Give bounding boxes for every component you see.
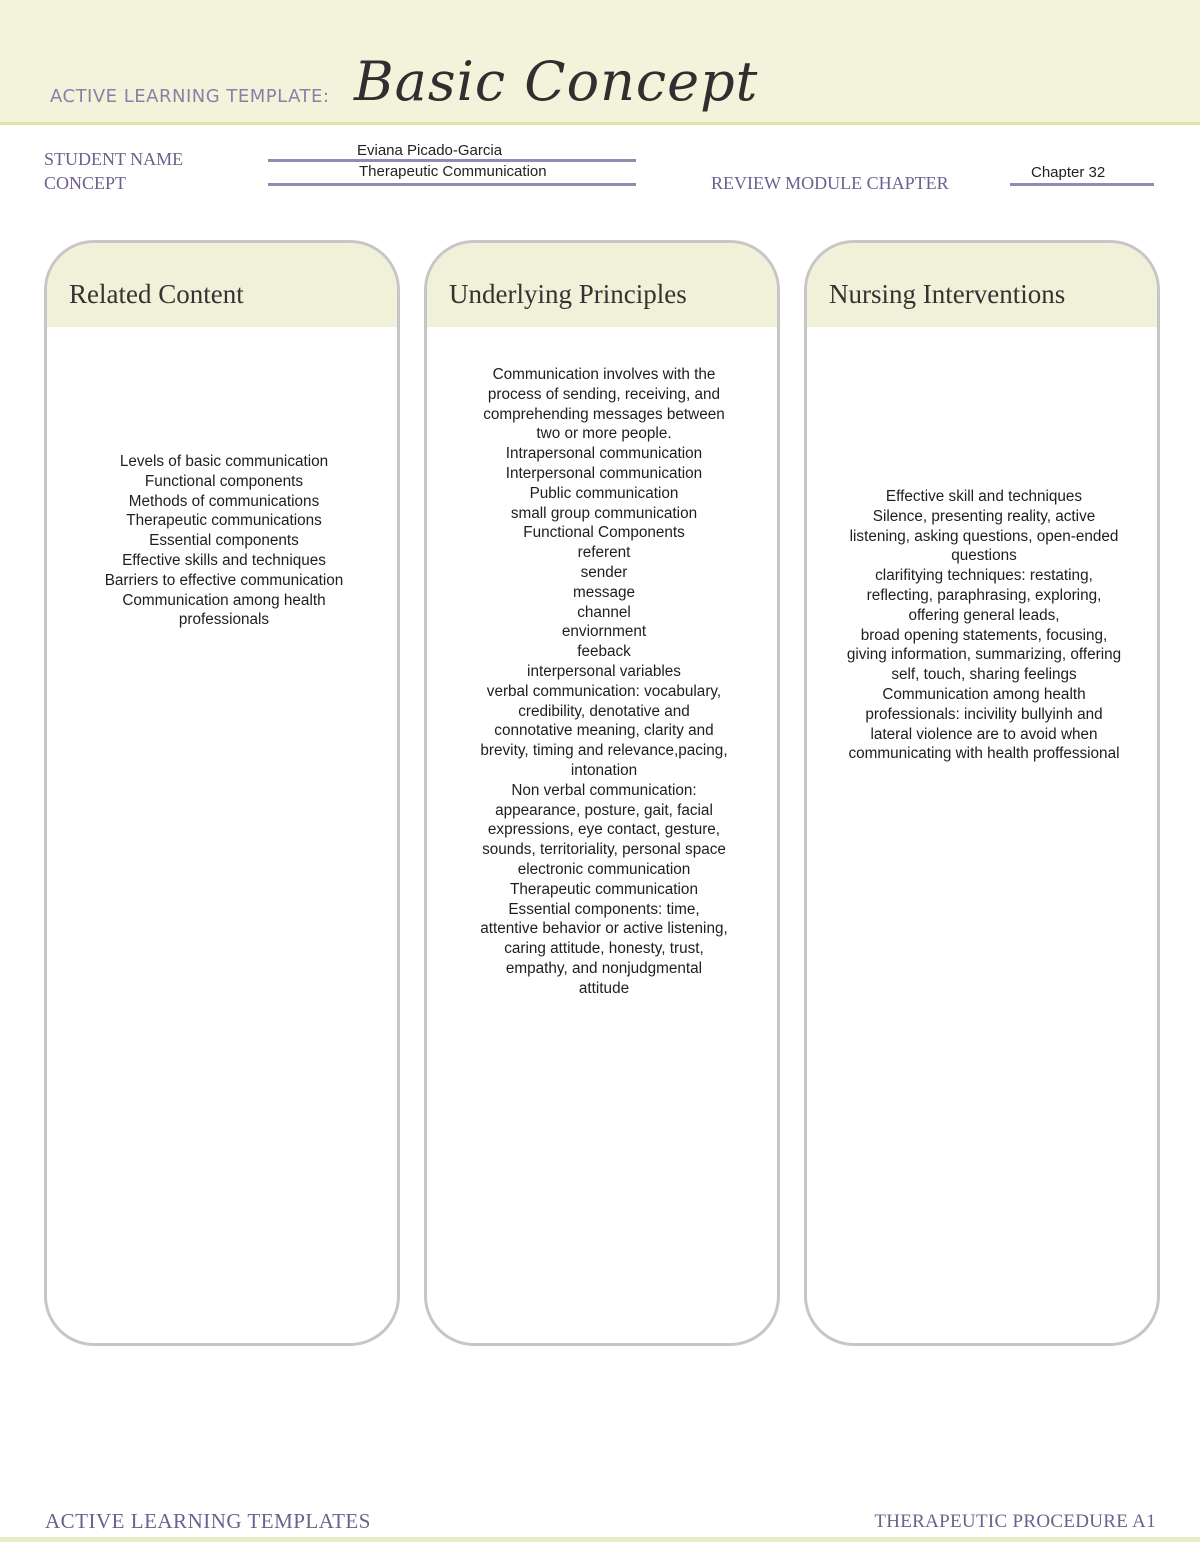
- template-title: Basic Concept: [354, 50, 759, 113]
- student-name-label: STUDENT NAME: [44, 149, 184, 169]
- review-module-field[interactable]: Chapter 32: [1031, 164, 1106, 181]
- nursing-interventions-text[interactable]: Effective skill and techniques Silence, presenting reality, active listening, asking questions, open-ended questions clarifitying techniques: restating, reflecting, paraphrasing, exploring, offering general leads, broad opening statements, focusing, giving information, summarizing, offering self, touch, sharing feelings Communication among health professionals: incivility bullyinh and lateral violence are to avoid when communicating with health proffessional: [846, 488, 1122, 763]
- footer-divider: [0, 1537, 1200, 1542]
- card-title: Nursing Interventions: [829, 279, 1066, 309]
- concept-label: CONCEPT: [44, 173, 127, 193]
- related-content-card: [44, 240, 400, 1346]
- card-title: Related Content: [69, 279, 244, 309]
- student-name-underline: [268, 159, 636, 162]
- underlying-principles-text[interactable]: Communication involves with the process of sending, receiving, and comprehending messages between two or more people. Intrapersonal communication Interpersonal communication Public communication small group communication Functional Components referent sender message channel enviornment feeback interpersonal variables verbal communication: vocabulary, credibility, denotative and connotative meaning, clarity and brevity, timing and relevance,pacing, intonation Non verbal communication: appearance, posture, gait, facial expressions, eye contact, gesture, sounds, territoriality, personal space electronic communication Therapeutic communication Essential components: time, attentive behavior or active listening, caring attitude, honesty, trust, empathy, and nonjudgmental attitude: [480, 366, 728, 997]
- card-title: Underlying Principles: [449, 279, 687, 309]
- related-content-text[interactable]: Levels of basic communication Functional components Methods of communications Therapeutic communications Essential components Effective skills and techniques Barriers to effective communication Communication among health professionals: [104, 453, 344, 629]
- concept-field[interactable]: Therapeutic Communication: [359, 163, 547, 180]
- review-module-label: REVIEW MODULE CHAPTER: [711, 173, 949, 193]
- footer-title: ACTIVE LEARNING TEMPLATES: [45, 1509, 371, 1533]
- concept-underline: [268, 183, 636, 186]
- header-divider: [0, 122, 1200, 125]
- review-module-underline: [1010, 183, 1154, 186]
- nursing-interventions-card: [804, 240, 1160, 1346]
- underlying-principles-card: [424, 240, 780, 1346]
- card-header: [807, 243, 1157, 327]
- card-header: [427, 243, 777, 327]
- student-name-field[interactable]: Eviana Picado-Garcia: [357, 142, 503, 159]
- card-header: [47, 243, 397, 327]
- template-label: ACTIVE LEARNING TEMPLATE:: [50, 86, 330, 107]
- footer-section: THERAPEUTIC PROCEDURE A1: [874, 1511, 1156, 1532]
